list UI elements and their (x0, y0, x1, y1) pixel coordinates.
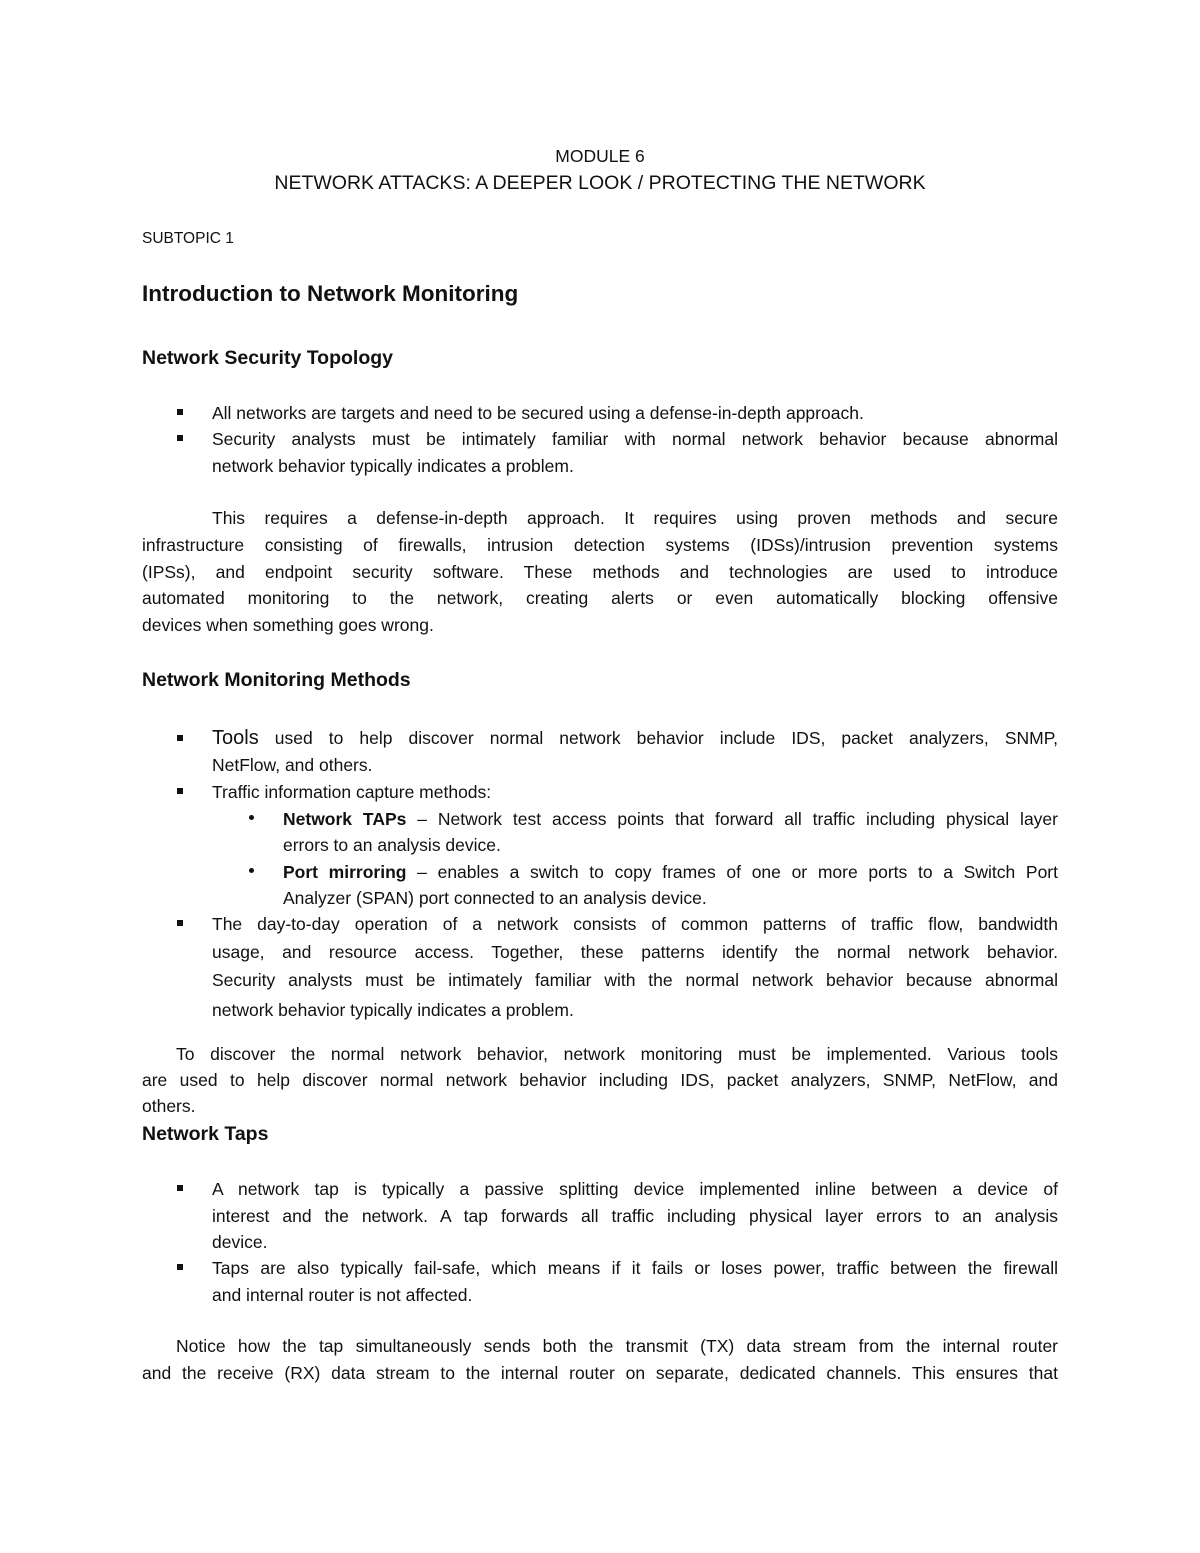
bullet-text: Taps are also typically fail-safe, which means if it fails or loses power, traffic between the firewall (212, 1258, 1058, 1278)
paragraph-line: To discover the normal network behavior, network monitoring must be implemented. Various tools (176, 1044, 1058, 1064)
paragraph-line: (IPSs), and endpoint security software. These methods and technologies are used to introduce (142, 562, 1058, 582)
main-heading: Introduction to Network Monitoring (142, 281, 519, 306)
square-bullet-icon (177, 788, 183, 794)
bullet-text: Security analysts must be intimately familiar with normal network behavior because abnormal (212, 429, 1058, 449)
bullet-text-continuation: and internal router is not affected. (212, 1285, 473, 1305)
subtopic-label: SUBTOPIC 1 (142, 230, 234, 247)
paragraph-line: and the receive (RX) data stream to the internal router on separate, dedicated channels. This ensures that (142, 1363, 1058, 1383)
paragraph-line: Notice how the tap simultaneously sends both the transmit (TX) data stream from the internal router (176, 1336, 1058, 1356)
bullet-text: All networks are targets and need to be secured using a defense-in-depth approach. (212, 403, 864, 423)
paragraph-line: others. (142, 1096, 196, 1116)
bullet-text-continuation: usage, and resource access. Together, these patterns identify the normal network behavior. (212, 942, 1058, 962)
square-bullet-icon (177, 435, 183, 441)
section-heading-security-topology: Network Security Topology (142, 347, 394, 369)
paragraph-line: infrastructure consisting of firewalls, intrusion detection systems (IDSs)/intrusion prevention systems (142, 535, 1058, 555)
bold-term: Network TAPs (283, 809, 407, 829)
section-heading-network-taps: Network Taps (142, 1123, 269, 1145)
document-title: NETWORK ATTACKS: A DEEPER LOOK / PROTECTING THE NETWORK (274, 172, 926, 194)
sub-bullet-text: Network TAPs – Network test access points that forward all traffic including physical layer (283, 809, 1058, 829)
square-bullet-icon (177, 1185, 183, 1191)
square-bullet-icon (177, 735, 183, 741)
sub-bullet-continuation: Analyzer (SPAN) port connected to an analysis device. (283, 888, 707, 908)
square-bullet-icon (177, 1264, 183, 1270)
bullet-text: Tools used to help discover normal network behavior include IDS, packet analyzers, SNMP, (212, 727, 1058, 749)
bullet-text: A network tap is typically a passive splitting device implemented inline between a device of (212, 1179, 1058, 1199)
sub-bullet-text: Port mirroring – enables a switch to copy frames of one or more ports to a Switch Port (283, 862, 1058, 882)
section-heading-monitoring-methods: Network Monitoring Methods (142, 669, 411, 691)
sub-bullet-continuation: errors to an analysis device. (283, 835, 501, 855)
bullet-text-continuation: interest and the network. A tap forwards all traffic including physical layer errors to an analysis (212, 1206, 1058, 1226)
round-bullet-icon (249, 815, 254, 820)
square-bullet-icon (177, 409, 183, 415)
bullet-text-continuation: NetFlow, and others. (212, 755, 373, 775)
paragraph-line: are used to help discover normal network behavior including IDS, packet analyzers, SNMP, NetFlow, and (142, 1070, 1058, 1090)
bullet-text-continuation: network behavior typically indicates a problem. (212, 1000, 574, 1020)
square-bullet-icon (177, 920, 183, 926)
bold-term: Tools (212, 727, 259, 749)
paragraph-line: devices when something goes wrong. (142, 615, 434, 635)
bold-term: Port mirroring (283, 862, 407, 882)
paragraph-line: This requires a defense-in-depth approach. It requires using proven methods and secure (212, 508, 1058, 528)
bullet-text-continuation: Security analysts must be intimately familiar with the normal network behavior because abnormal (212, 970, 1058, 990)
bullet-text-continuation: network behavior typically indicates a problem. (212, 456, 574, 476)
round-bullet-icon (249, 868, 254, 873)
bullet-text-continuation: device. (212, 1232, 268, 1252)
paragraph-line: automated monitoring to the network, creating alerts or even automatically blocking offensive (142, 588, 1058, 608)
bullet-text: Traffic information capture methods: (212, 782, 492, 802)
module-label: MODULE 6 (555, 146, 645, 166)
bullet-text: The day-to-day operation of a network consists of common patterns of traffic flow, bandwidth (212, 914, 1058, 934)
